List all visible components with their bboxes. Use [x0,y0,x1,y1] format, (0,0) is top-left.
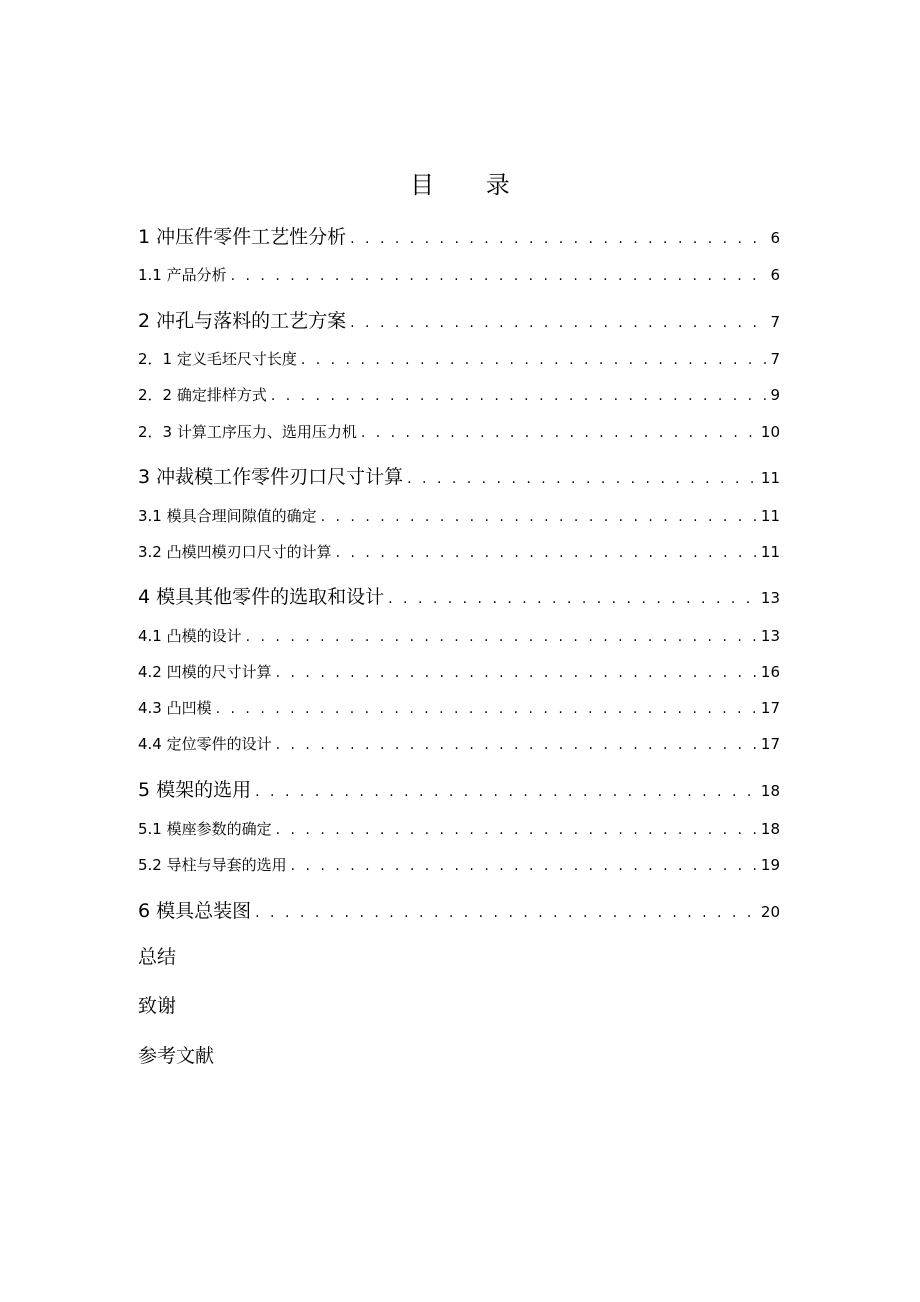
toc-entry-4-3[interactable] [138,697,780,718]
toc-entry-label: 3 冲裁模工作零件刃口尺寸计算 [138,466,404,488]
toc-entry-page: 17 [760,699,780,717]
toc-leader-dots [276,822,759,838]
toc-entry-label: 2 冲孔与落料的工艺方案 [138,310,347,332]
toc-entry-label: 1.1 产品分析 [138,266,227,284]
toc-leader-dots [291,858,759,874]
toc-entry-page: 13 [760,627,780,645]
toc-entry-page: 6 [770,229,780,247]
toc-entry-2-2[interactable] [138,384,780,405]
toc-entry-label: 致谢 [138,995,177,1017]
toc-entry-5[interactable] [138,775,780,802]
toc-entry-2-1[interactable] [138,348,780,369]
toc-entry-label: 2．2 确定排样方式 [138,386,267,404]
toc-leader-dots [246,629,759,645]
toc-entry-5-1[interactable] [138,818,780,839]
toc-leader-dots [276,737,759,753]
toc-entry-3-1[interactable] [138,505,780,526]
toc-entry-label: 2．1 定义毛坯尺寸长度 [138,350,297,368]
toc-leader-dots [321,509,759,525]
toc-entry-label: 4.4 定位零件的设计 [138,735,272,753]
toc-entry-acknowledgements[interactable] [138,991,780,1018]
toc-entry-references[interactable] [138,1041,780,1068]
toc-entry-page: 18 [760,782,780,800]
toc-entry-page: 7 [770,313,780,331]
toc-leader-dots [255,905,759,921]
toc-title: 目 录 [410,171,532,199]
toc-leader-dots [336,545,759,561]
toc-entry-label: 4.3 凸凹模 [138,699,212,717]
toc-entry-page: 7 [770,350,780,368]
toc-entry-label: 5.1 模座参数的确定 [138,820,272,838]
toc-entry-page: 11 [760,507,780,525]
toc-entry-summary[interactable] [138,942,780,969]
toc-entry-page: 10 [760,423,780,441]
toc-leader-dots [216,701,759,717]
toc-leader-dots [361,425,759,441]
toc-leader-dots [231,268,769,284]
toc-entry-page: 20 [760,903,780,921]
toc-entry-label: 4.1 凸模的设计 [138,627,242,645]
toc-entry-4-2[interactable] [138,661,780,682]
toc-entry-label: 3.2 凸模凹模刃口尺寸的计算 [138,543,332,561]
toc-entry-page: 13 [760,589,780,607]
toc-entry-4-4[interactable] [138,733,780,754]
toc-leader-dots [271,388,769,404]
toc-entry-page: 17 [760,735,780,753]
toc-leader-dots [255,784,759,800]
toc-entry-3[interactable] [138,462,780,489]
toc-entry-page: 16 [760,663,780,681]
toc-entry-label: 3.1 模具合理间隙值的确定 [138,507,317,525]
toc-entry-label: 6 模具总装图 [138,900,252,922]
toc-leader-dots [388,591,759,607]
toc-entry-label: 4.2 凹模的尺寸计算 [138,663,272,681]
toc-entry-6[interactable] [138,896,780,923]
toc-entry-3-2[interactable] [138,541,780,562]
toc-leader-dots [407,471,759,487]
toc-entry-4-1[interactable] [138,625,780,646]
toc-entry-page: 11 [760,469,780,487]
toc-entry-label: 参考文献 [138,1045,215,1067]
toc-entry-label: 2．3 计算工序压力、选用压力机 [138,423,357,441]
toc-entry-page: 18 [760,820,780,838]
toc-entry-4[interactable] [138,582,780,609]
toc-entry-label: 5 模架的选用 [138,779,252,801]
toc-entry-page: 11 [760,543,780,561]
toc-entry-page: 19 [760,856,780,874]
toc-leader-dots [276,665,759,681]
toc-entry-2[interactable] [138,306,780,333]
toc-entry-label: 5.2 导柱与导套的选用 [138,856,287,874]
toc-entry-2-3[interactable] [138,421,780,442]
toc-entry-1-1[interactable] [138,264,780,285]
toc-leader-dots [301,352,769,368]
toc-entry-label: 1 冲压件零件工艺性分析 [138,226,347,248]
toc-entry-page: 9 [770,386,780,404]
toc-entry-label: 4 模具其他零件的选取和设计 [138,586,385,608]
toc-leader-dots [350,315,768,331]
toc-entry-1[interactable] [138,222,780,249]
toc-entry-page: 6 [770,266,780,284]
toc-entry-5-2[interactable] [138,854,780,875]
toc-leader-dots [350,231,768,247]
toc-entry-label: 总结 [138,946,177,968]
